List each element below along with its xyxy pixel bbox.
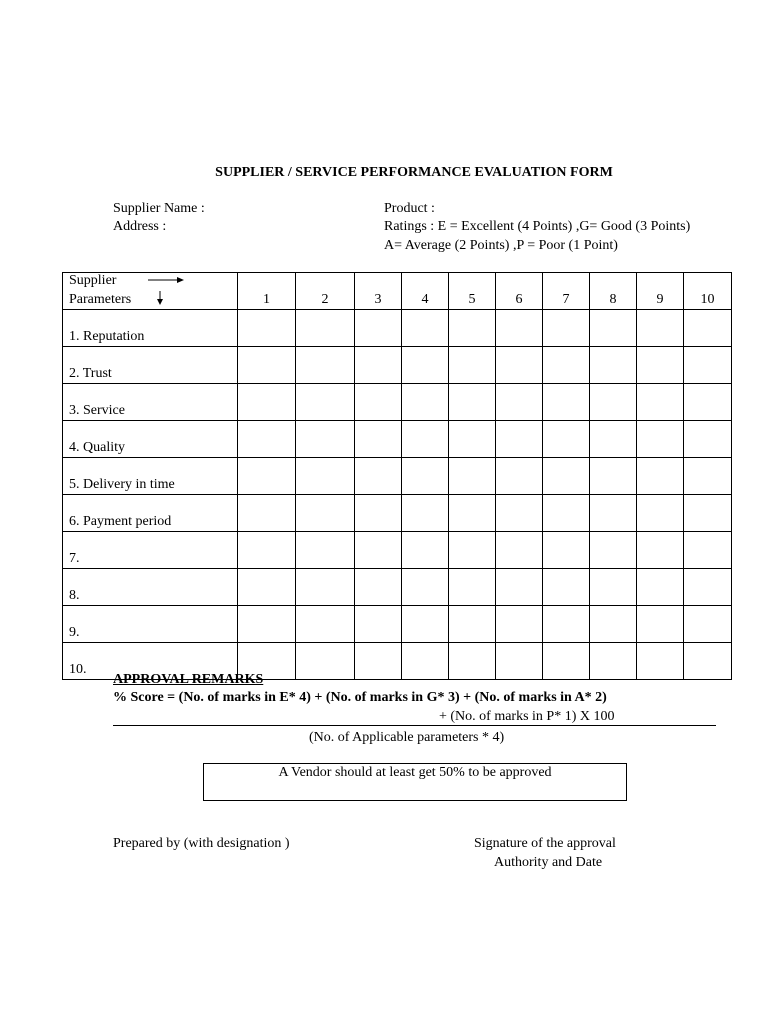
rating-cell[interactable]	[543, 347, 590, 384]
rating-cell[interactable]	[543, 643, 590, 680]
approval-remarks-heading: APPROVAL REMARKS	[113, 672, 264, 687]
rating-cell[interactable]	[296, 458, 355, 495]
rating-cell[interactable]	[590, 310, 637, 347]
rating-cell[interactable]	[449, 421, 496, 458]
rating-cell[interactable]	[637, 606, 684, 643]
rating-cell[interactable]	[684, 643, 732, 680]
rating-cell[interactable]	[590, 421, 637, 458]
header-label-cell	[63, 273, 238, 310]
evaluation-table	[62, 272, 732, 680]
rating-cell[interactable]	[590, 569, 637, 606]
rating-cell[interactable]	[449, 495, 496, 532]
column-header: 5	[449, 273, 496, 310]
parameter-label: 7.	[63, 532, 238, 569]
rating-cell[interactable]	[543, 495, 590, 532]
rating-cell[interactable]	[543, 421, 590, 458]
fraction-divider	[113, 725, 716, 726]
rating-cell[interactable]	[449, 310, 496, 347]
rating-cell[interactable]	[496, 532, 543, 569]
product-label: Product :	[384, 201, 435, 216]
parameter-label: 1. Reputation	[63, 310, 238, 347]
rating-cell[interactable]	[449, 384, 496, 421]
table-row	[63, 569, 732, 606]
rating-cell[interactable]	[543, 310, 590, 347]
column-header: 4	[402, 273, 449, 310]
table-row	[63, 606, 732, 643]
prepared-by-label: Prepared by (with designation )	[113, 836, 290, 851]
table-row	[63, 347, 732, 384]
parameter-label: 5. Delivery in time	[63, 458, 238, 495]
rating-cell[interactable]	[355, 532, 402, 569]
parameter-label: 4. Quality	[63, 421, 238, 458]
rating-cell[interactable]	[496, 458, 543, 495]
score-formula-continued: + (No. of marks in P* 1) X 100	[439, 709, 615, 724]
column-header: 9	[637, 273, 684, 310]
form-title: SUPPLIER / SERVICE PERFORMANCE EVALUATION FORM	[215, 165, 613, 180]
rating-cell[interactable]	[296, 310, 355, 347]
rating-cell[interactable]	[637, 643, 684, 680]
rating-cell[interactable]	[590, 347, 637, 384]
rating-cell[interactable]	[296, 532, 355, 569]
rating-cell[interactable]	[637, 458, 684, 495]
rating-cell[interactable]	[238, 495, 296, 532]
rating-cell[interactable]	[449, 569, 496, 606]
rating-cell[interactable]	[496, 347, 543, 384]
rating-cell[interactable]	[637, 532, 684, 569]
column-header: 6	[496, 273, 543, 310]
rating-cell[interactable]	[238, 532, 296, 569]
rating-cell[interactable]	[496, 569, 543, 606]
rating-cell[interactable]	[684, 458, 732, 495]
rating-cell[interactable]	[296, 421, 355, 458]
table-row	[63, 384, 732, 421]
approval-signature-label: Signature of the approval	[474, 836, 616, 851]
header-parameters-label: Parameters	[69, 292, 132, 307]
table-row	[63, 495, 732, 532]
rating-cell[interactable]	[590, 643, 637, 680]
column-header: 7	[543, 273, 590, 310]
rating-cell[interactable]	[449, 347, 496, 384]
column-header: 3	[355, 273, 402, 310]
rating-cell[interactable]	[355, 495, 402, 532]
rating-cell[interactable]	[684, 421, 732, 458]
rating-cell[interactable]	[684, 495, 732, 532]
column-header: 8	[590, 273, 637, 310]
rating-cell[interactable]	[402, 347, 449, 384]
rating-cell[interactable]	[590, 384, 637, 421]
arrow-down-icon	[156, 291, 164, 305]
rating-cell[interactable]	[449, 458, 496, 495]
rating-cell[interactable]	[496, 495, 543, 532]
rating-cell[interactable]	[590, 606, 637, 643]
rating-cell[interactable]	[355, 384, 402, 421]
table-row	[63, 458, 732, 495]
rating-cell[interactable]	[402, 643, 449, 680]
rating-cell[interactable]	[684, 384, 732, 421]
rating-cell[interactable]	[449, 532, 496, 569]
rating-cell[interactable]	[402, 384, 449, 421]
rating-cell[interactable]	[402, 310, 449, 347]
parameter-label: 10.	[63, 643, 238, 680]
rating-cell[interactable]	[684, 347, 732, 384]
rating-cell[interactable]	[543, 606, 590, 643]
rating-cell[interactable]	[238, 384, 296, 421]
rating-cell[interactable]	[496, 643, 543, 680]
rating-cell[interactable]	[238, 606, 296, 643]
vendor-approval-note-box	[203, 763, 627, 801]
rating-cell[interactable]	[496, 310, 543, 347]
rating-cell[interactable]	[590, 495, 637, 532]
column-header: 2	[296, 273, 355, 310]
rating-cell[interactable]	[684, 569, 732, 606]
rating-cell[interactable]	[449, 606, 496, 643]
rating-cell[interactable]	[296, 347, 355, 384]
rating-cell[interactable]	[637, 495, 684, 532]
header-supplier-label: Supplier	[69, 273, 117, 288]
parameter-label: 9.	[63, 606, 238, 643]
rating-cell[interactable]	[355, 458, 402, 495]
column-header: 1	[238, 273, 296, 310]
rating-cell[interactable]	[402, 532, 449, 569]
ratings-line-1: Ratings : E = Excellent (4 Points) ,G= Good (3 Points)	[384, 219, 691, 234]
vendor-approval-note: A Vendor should at least get 50% to be approved	[278, 765, 552, 780]
rating-cell[interactable]	[637, 421, 684, 458]
supplier-name-label: Supplier Name :	[113, 201, 205, 216]
parameter-label: 6. Payment period	[63, 495, 238, 532]
parameter-label: 8.	[63, 569, 238, 606]
score-formula: % Score = (No. of marks in E* 4) + (No. of marks in G* 3) + (No. of marks in A* 2)	[113, 690, 607, 705]
rating-cell[interactable]	[402, 421, 449, 458]
arrow-right-icon	[148, 276, 184, 284]
rating-cell[interactable]	[543, 569, 590, 606]
rating-cell[interactable]	[496, 421, 543, 458]
table-row	[63, 532, 732, 569]
table-row	[63, 310, 732, 347]
rating-cell[interactable]	[684, 532, 732, 569]
rating-cell[interactable]	[296, 569, 355, 606]
rating-cell[interactable]	[238, 421, 296, 458]
table-header-row	[63, 273, 732, 310]
rating-cell[interactable]	[355, 347, 402, 384]
rating-cell[interactable]	[296, 643, 355, 680]
rating-cell[interactable]	[496, 384, 543, 421]
rating-cell[interactable]	[637, 569, 684, 606]
rating-cell[interactable]	[238, 310, 296, 347]
rating-cell[interactable]	[684, 310, 732, 347]
table-row	[63, 421, 732, 458]
rating-cell[interactable]	[238, 347, 296, 384]
rating-cell[interactable]	[355, 643, 402, 680]
rating-cell[interactable]	[355, 421, 402, 458]
rating-cell[interactable]	[637, 384, 684, 421]
column-header: 10	[684, 273, 732, 310]
rating-cell[interactable]	[402, 569, 449, 606]
rating-cell[interactable]	[296, 495, 355, 532]
rating-cell[interactable]	[590, 532, 637, 569]
rating-cell[interactable]	[543, 532, 590, 569]
rating-cell[interactable]	[496, 606, 543, 643]
rating-cell[interactable]	[355, 569, 402, 606]
rating-cell[interactable]	[355, 310, 402, 347]
rating-cell[interactable]	[637, 347, 684, 384]
rating-cell[interactable]	[402, 495, 449, 532]
rating-cell[interactable]	[296, 606, 355, 643]
rating-cell[interactable]	[543, 384, 590, 421]
rating-cell[interactable]	[402, 458, 449, 495]
rating-cell[interactable]	[296, 384, 355, 421]
address-label: Address :	[113, 219, 167, 234]
parameter-label: 3. Service	[63, 384, 238, 421]
rating-cell[interactable]	[355, 606, 402, 643]
rating-cell[interactable]	[449, 643, 496, 680]
ratings-line-2: A= Average (2 Points) ,P = Poor (1 Point)	[384, 238, 618, 253]
score-denominator: (No. of Applicable parameters * 4)	[309, 730, 505, 745]
rating-cell[interactable]	[402, 606, 449, 643]
rating-cell[interactable]	[238, 569, 296, 606]
parameter-label: 2. Trust	[63, 347, 238, 384]
rating-cell[interactable]	[543, 458, 590, 495]
approval-authority-date-label: Authority and Date	[494, 855, 603, 870]
rating-cell[interactable]	[238, 458, 296, 495]
rating-cell[interactable]	[684, 606, 732, 643]
rating-cell[interactable]	[590, 458, 637, 495]
rating-cell[interactable]	[637, 310, 684, 347]
